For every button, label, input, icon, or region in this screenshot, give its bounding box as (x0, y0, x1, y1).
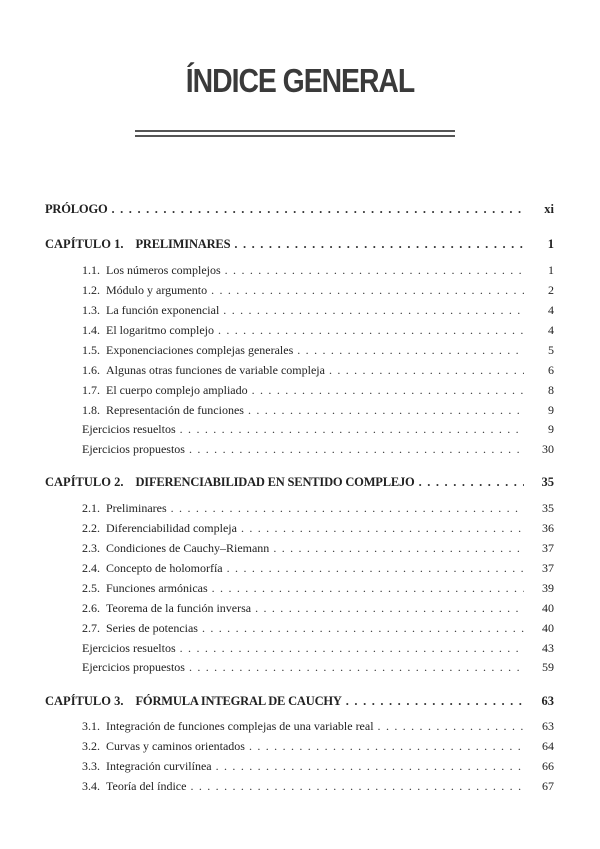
toc-chapter-3[interactable] (45, 693, 554, 709)
section-page: 63 (542, 719, 554, 733)
toc-chapter-1[interactable] (45, 236, 554, 252)
section-page: 66 (542, 759, 554, 773)
dot-leader (346, 693, 524, 709)
dot-leader (249, 738, 524, 754)
section-number: 2.3. (82, 541, 100, 555)
section-label: Representación de funciones (106, 403, 244, 417)
dot-leader (211, 282, 524, 298)
section-label: Exponenciaciones complejas generales (106, 343, 294, 357)
dot-leader (202, 620, 524, 636)
toc-section[interactable] (82, 520, 554, 536)
title-rule-upper (135, 130, 455, 132)
section-number: 1.3. (82, 303, 100, 317)
section-page: 4 (548, 323, 554, 337)
section-page: 35 (542, 501, 554, 515)
dot-leader (212, 580, 524, 596)
section-number: 1.7. (82, 383, 100, 397)
section-page: 5 (548, 343, 554, 357)
toc-section[interactable] (82, 620, 554, 636)
section-page: 37 (542, 541, 554, 555)
exercises-label: Ejercicios resueltos (82, 641, 176, 655)
toc-exercises[interactable] (82, 421, 554, 437)
dot-leader (189, 659, 524, 675)
exercises-page: 59 (542, 660, 554, 674)
section-label: Módulo y argumento (106, 283, 208, 297)
section-number: 3.1. (82, 719, 100, 733)
section-number: 3.2. (82, 739, 100, 753)
title-rule-lower (135, 135, 455, 137)
section-page: 6 (548, 363, 554, 377)
toc-section[interactable] (82, 342, 554, 358)
section-page: 9 (548, 403, 554, 417)
dot-leader (227, 560, 524, 576)
section-number: 1.2. (82, 283, 100, 297)
section-page: 67 (542, 779, 554, 793)
toc-entry-label: PRÓLOGO (45, 202, 108, 216)
dot-leader (171, 500, 524, 516)
dot-leader (378, 718, 524, 734)
toc-exercises[interactable] (82, 441, 554, 457)
section-page: 1 (548, 263, 554, 277)
section-label: Curvas y caminos orientados (106, 739, 245, 753)
section-label: Integración curvilínea (106, 759, 212, 773)
dot-leader (234, 236, 524, 252)
toc-section[interactable] (82, 322, 554, 338)
section-label: Concepto de holomorfía (106, 561, 223, 575)
section-page: 39 (542, 581, 554, 595)
section-label: El cuerpo complejo ampliado (106, 383, 248, 397)
exercises-label: Ejercicios propuestos (82, 442, 185, 456)
dot-leader (252, 382, 524, 398)
section-number: 1.1. (82, 263, 100, 277)
chapter-number: CAPÍTULO 3. (45, 694, 124, 708)
dot-leader (273, 540, 524, 556)
toc-section[interactable] (82, 778, 554, 794)
dot-leader (255, 600, 524, 616)
chapter-number: CAPÍTULO 1. (45, 237, 124, 251)
section-label: Funciones armónicas (106, 581, 208, 595)
section-number: 1.5. (82, 343, 100, 357)
section-number: 3.3. (82, 759, 100, 773)
section-number: 2.1. (82, 501, 100, 515)
section-number: 2.6. (82, 601, 100, 615)
exercises-label: Ejercicios resueltos (82, 422, 176, 436)
section-label: Diferenciabilidad compleja (106, 521, 237, 535)
section-label: Teorema de la función inversa (106, 601, 252, 615)
section-number: 1.8. (82, 403, 100, 417)
dot-leader (241, 520, 524, 536)
chapter-title: DIFERENCIABILIDAD EN SENTIDO COMPLEJO (135, 475, 415, 489)
section-number: 2.4. (82, 561, 100, 575)
section-label: Algunas otras funciones de variable compleja (106, 363, 325, 377)
section-number: 2.5. (82, 581, 100, 595)
section-number: 2.2. (82, 521, 100, 535)
chapter-title: PRELIMINARES (135, 237, 231, 251)
dot-leader (216, 758, 524, 774)
section-page: 2 (548, 283, 554, 297)
dot-leader (112, 201, 525, 217)
section-number: 3.4. (82, 779, 100, 793)
dot-leader (297, 342, 524, 358)
toc-section[interactable] (82, 282, 554, 298)
section-number: 2.7. (82, 621, 100, 635)
dot-leader (180, 421, 524, 437)
toc-section[interactable] (82, 262, 554, 278)
section-page: 4 (548, 303, 554, 317)
section-label: Los números complejos (106, 263, 221, 277)
toc-section[interactable] (82, 382, 554, 398)
chapter-page: 63 (541, 694, 554, 708)
section-label: Condiciones de Cauchy–Riemann (106, 541, 270, 555)
toc-chapter-2[interactable] (45, 474, 554, 490)
toc-exercises[interactable] (82, 640, 554, 656)
toc-section[interactable] (82, 540, 554, 556)
toc-section[interactable] (82, 362, 554, 378)
dot-leader (248, 402, 524, 418)
chapter-number: CAPÍTULO 2. (45, 475, 124, 489)
toc-entry-page: xi (544, 202, 554, 216)
dot-leader (218, 322, 524, 338)
section-number: 1.6. (82, 363, 100, 377)
dot-leader (189, 441, 524, 457)
exercises-page: 30 (542, 442, 554, 456)
dot-leader (190, 778, 524, 794)
exercises-page: 43 (542, 641, 554, 655)
chapter-page: 35 (541, 475, 554, 489)
section-page: 36 (542, 521, 554, 535)
toc-section[interactable] (82, 580, 554, 596)
toc-section[interactable] (82, 500, 554, 516)
exercises-label: Ejercicios propuestos (82, 660, 185, 674)
toc-entry-prologo[interactable] (45, 201, 554, 217)
section-label: Integración de funciones complejas de una variable real (106, 719, 374, 733)
toc-section[interactable] (82, 758, 554, 774)
toc-section[interactable] (82, 402, 554, 418)
toc-section[interactable] (82, 718, 554, 734)
toc-section[interactable] (82, 302, 554, 318)
chapter-page: 1 (547, 237, 554, 251)
dot-leader (180, 640, 524, 656)
toc-section[interactable] (82, 600, 554, 616)
toc-exercises[interactable] (82, 659, 554, 675)
section-page: 64 (542, 739, 554, 753)
section-label: El logaritmo complejo (106, 323, 214, 337)
section-page: 40 (542, 601, 554, 615)
section-page: 37 (542, 561, 554, 575)
section-label: Teoría del índice (106, 779, 187, 793)
section-page: 8 (548, 383, 554, 397)
section-page: 40 (542, 621, 554, 635)
page-title: ÍNDICE GENERAL (185, 62, 415, 99)
dot-leader (223, 302, 524, 318)
dot-leader (225, 262, 524, 278)
chapter-title: FÓRMULA INTEGRAL DE CAUCHY (135, 694, 342, 708)
section-number: 1.4. (82, 323, 100, 337)
toc-section[interactable] (82, 560, 554, 576)
exercises-page: 9 (548, 422, 554, 436)
dot-leader (329, 362, 524, 378)
section-label: Series de potencias (106, 621, 198, 635)
section-label: Preliminares (106, 501, 167, 515)
toc-section[interactable] (82, 738, 554, 754)
dot-leader (419, 474, 524, 490)
section-label: La función exponencial (106, 303, 220, 317)
